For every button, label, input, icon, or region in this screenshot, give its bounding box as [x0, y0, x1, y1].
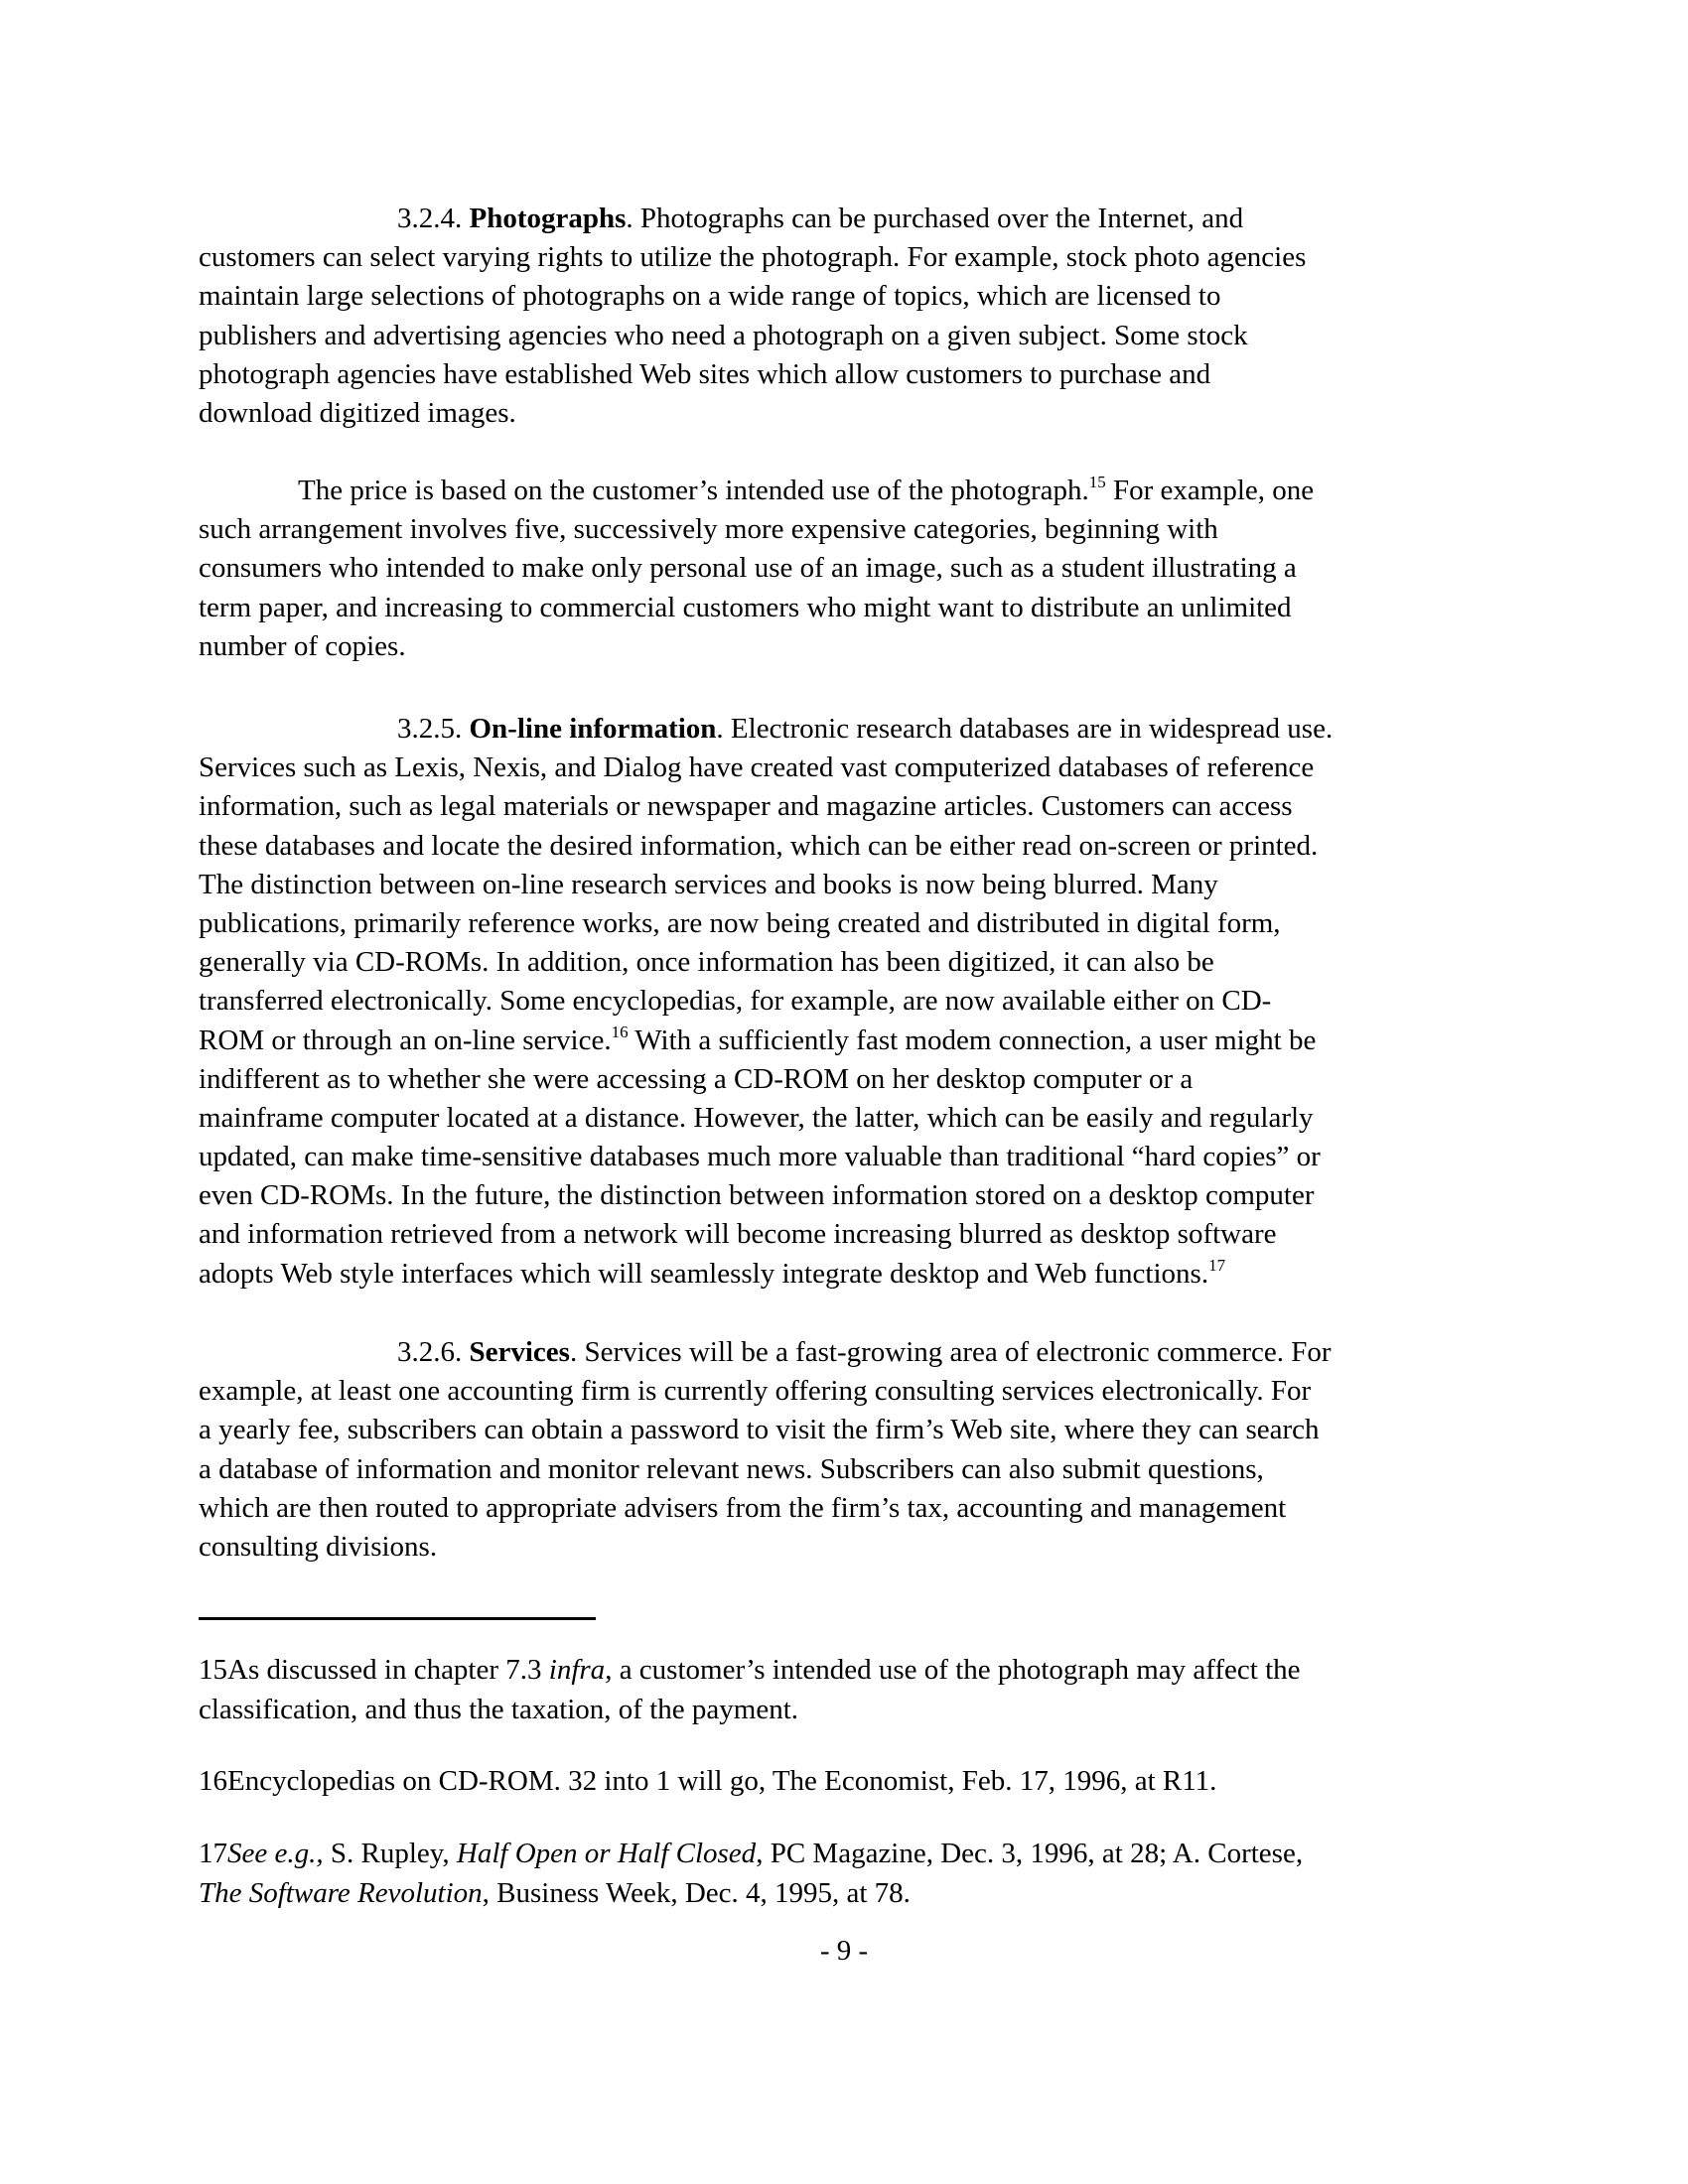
text-line	[199, 827, 1509, 866]
text-line	[199, 1835, 1509, 1874]
footnote-separator	[199, 1617, 596, 1620]
text-line	[199, 627, 1509, 666]
text-line	[199, 1489, 1509, 1528]
section-3-2-5-online-information	[199, 710, 1509, 1294]
text-segment: With a sufficiently fast modem connection, a user might be	[628, 1024, 1317, 1056]
text-line	[199, 589, 1509, 627]
paragraph-photograph-pricing	[199, 472, 1509, 666]
footnote-17	[199, 1835, 1509, 1914]
footnote-reference: 15	[1088, 473, 1106, 491]
text-line	[199, 866, 1509, 904]
text-segment: publishers and advertising agencies who need a photograph on a given subject. Some stock	[199, 319, 1248, 351]
text-line	[199, 1333, 1509, 1372]
text-segment: generally via CD-ROMs. In addition, once information has been digitized, it can also be	[199, 946, 1214, 979]
text-segment: these databases and locate the desired information, which can be either read on-screen or printed.	[199, 829, 1319, 862]
page-number: - 9 -	[819, 1935, 869, 1967]
text-segment: which are then routed to appropriate advisers from the firm’s tax, accounting and management	[199, 1491, 1287, 1524]
text-line	[199, 710, 1509, 749]
text-segment: . Photographs can be purchased over the Internet, and	[626, 203, 1244, 234]
text-segment: transferred electronically. Some encyclopedias, for example, are now available either on CD-	[199, 985, 1272, 1018]
text-segment: The price is based on the customer’s intended use of the photograph.	[298, 475, 1089, 506]
text-segment: number of copies.	[199, 629, 406, 662]
text-segment: For example, one	[1105, 475, 1315, 506]
italic-text: See e.g.,	[227, 1838, 324, 1869]
text-segment: adopts Web style interfaces which will seamlessly integrate desktop and Web functions.	[199, 1257, 1209, 1290]
text-segment: 3.2.6.	[397, 1336, 470, 1368]
text-line	[199, 1099, 1509, 1138]
text-segment: photograph agencies have established Web sites which allow customers to purchase and	[199, 357, 1211, 390]
text-line	[199, 1138, 1509, 1176]
text-line	[199, 317, 1509, 355]
text-line	[199, 277, 1509, 316]
text-segment: example, at least one accounting firm is currently offering consulting services electronically. For	[199, 1375, 1312, 1408]
text-segment: 16Encyclopedias on CD-ROM. 32 into 1 will go, The Economist, Feb. 17, 1996, at R11.	[199, 1765, 1217, 1797]
text-segment: mainframe computer located at a distance. However, the latter, which can be easily and regularly	[199, 1101, 1314, 1134]
section-3-2-4-photographs	[199, 200, 1509, 433]
text-line	[199, 1215, 1509, 1254]
text-line	[199, 238, 1509, 277]
text-line	[199, 904, 1509, 943]
text-segment: classification, and thus the taxation, of the payment.	[199, 1694, 799, 1725]
text-segment: 3.2.4.	[397, 203, 470, 234]
text-line	[199, 787, 1509, 826]
text-segment: S. Rupley,	[323, 1838, 457, 1869]
text-line	[199, 1176, 1509, 1215]
text-line	[199, 943, 1509, 982]
text-segment: . Electronic research databases are in widespread use.	[716, 713, 1334, 745]
text-line	[199, 1060, 1509, 1099]
text-segment: updated, can make time-sensitive databases much more valuable than traditional “hard copies” or	[199, 1141, 1321, 1173]
text-segment: maintain large selections of photographs on a wide range of topics, which are licensed to	[199, 280, 1221, 313]
text-line	[199, 982, 1509, 1021]
text-segment: . Services will be a fast-growing area of electronic commerce. For	[569, 1336, 1332, 1368]
section-3-2-6-services	[199, 1333, 1509, 1567]
text-segment: 3.2.5.	[397, 713, 470, 745]
text-segment: , PC Magazine, Dec. 3, 1996, at 28; A. Cortese,	[756, 1838, 1304, 1869]
text-line	[199, 1874, 1509, 1914]
text-line	[199, 549, 1509, 588]
text-segment: 17	[199, 1838, 227, 1869]
text-segment: , a customer’s intended use of the photograph may affect the	[605, 1654, 1301, 1686]
text-line	[199, 1528, 1509, 1567]
section-heading: On-line information	[469, 713, 717, 745]
text-line	[199, 1022, 1509, 1060]
text-line	[199, 1255, 1509, 1294]
text-line	[199, 1372, 1509, 1411]
text-segment: , Business Week, Dec. 4, 1995, at 78.	[482, 1877, 911, 1909]
text-line	[199, 1691, 1509, 1730]
text-line	[199, 1450, 1509, 1489]
text-line	[199, 200, 1509, 238]
italic-text: infra	[548, 1654, 606, 1686]
text-segment: consumers who intended to make only personal use of an image, such as a student illustrating a	[199, 552, 1297, 585]
text-segment: The distinction between on-line research services and books is now being blurred. Many	[199, 868, 1218, 900]
footnote-reference: 16	[611, 1022, 629, 1041]
text-segment: customers can select varying rights to utilize the photograph. For example, stock photo agencies	[199, 241, 1307, 274]
text-line	[199, 749, 1509, 787]
text-segment: download digitized images.	[199, 396, 516, 429]
text-segment: publications, primarily reference works, are now being created and distributed in digital form,	[199, 906, 1281, 939]
italic-text: The Software Revolution	[199, 1877, 483, 1909]
text-segment: consulting divisions.	[199, 1530, 438, 1563]
footnote-16	[199, 1762, 1509, 1802]
text-segment: 15As discussed in chapter 7.3	[199, 1654, 549, 1686]
text-segment: term paper, and increasing to commercial customers who might want to distribute an unlimited	[199, 591, 1292, 623]
footnote-reference: 17	[1208, 1255, 1226, 1275]
text-line	[199, 1411, 1509, 1449]
text-segment: even CD-ROMs. In the future, the distinction between information stored on a desktop computer	[199, 1179, 1315, 1212]
italic-text: Half Open or Half Closed	[456, 1838, 757, 1869]
text-segment: such arrangement involves five, successively more expensive categories, beginning with	[199, 513, 1218, 546]
text-line	[199, 394, 1509, 433]
text-segment: a database of information and monitor relevant news. Subscribers can also submit questions,	[199, 1452, 1264, 1485]
text-line	[199, 510, 1509, 549]
text-segment: information, such as legal materials or newspaper and magazine articles. Customers can access	[199, 790, 1293, 823]
text-segment: ROM or through an on-line service.	[199, 1024, 612, 1056]
text-segment: indifferent as to whether she were accessing a CD-ROM on her desktop computer or a	[199, 1062, 1194, 1095]
text-line	[199, 1762, 1509, 1802]
text-line	[199, 472, 1509, 510]
section-heading: Photographs	[469, 203, 627, 234]
text-line	[199, 1651, 1509, 1691]
text-segment: Services such as Lexis, Nexis, and Dialog have created vast computerized databases of reference	[199, 751, 1315, 784]
footnote-15	[199, 1651, 1509, 1730]
section-heading: Services	[469, 1336, 570, 1368]
text-segment: a yearly fee, subscribers can obtain a password to visit the firm’s Web site, where they can search	[199, 1414, 1320, 1446]
text-line	[199, 355, 1509, 394]
text-segment: and information retrieved from a network will become increasing blurred as desktop software	[199, 1218, 1277, 1251]
